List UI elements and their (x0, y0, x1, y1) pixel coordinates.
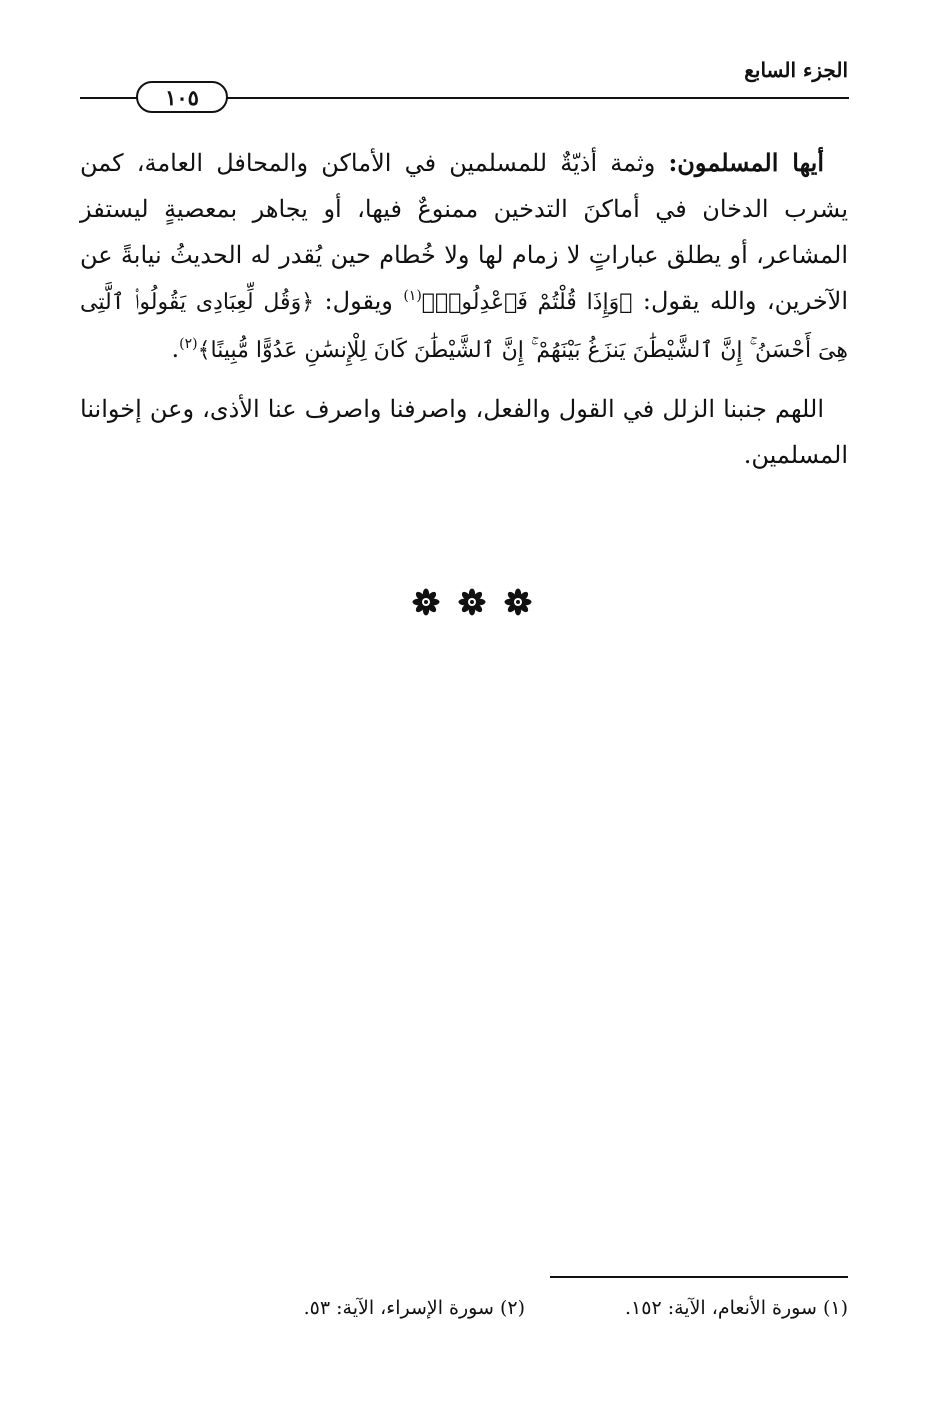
quran-quote-1: ﴿وَإِذَا قُلْتُمْ فَٱعْدِلُوا۟﴾ (421, 290, 633, 315)
paragraph-end: . (171, 335, 180, 363)
paragraph-text: ويقول: (314, 287, 404, 315)
section-separator (0, 588, 944, 616)
flower-ornament-icon (458, 588, 486, 616)
paragraph-lead: أيها المسلمون: (668, 148, 824, 177)
footnote-1: (١) سورة الأنعام، الآية: ١٥٢. (625, 1297, 848, 1319)
footnotes (80, 1293, 848, 1323)
running-header: الجزء السابع (744, 58, 848, 82)
paragraph-text: وثمة أذيّةٌ للمسلمين في الأماكن والمحافل العامة، كمن يشرب الدخان في أماكنَ التدخين ممنوعٌ فيها، أو يجاهر بمعصيةٍ ليستفز المشاعر، أو يطلق عباراتٍ لا زمام لها ولا خُطام حين يُقدر له الحديثُ نيابةً عن الآخرين، والله يقول: (80, 149, 849, 315)
footnote-2: (٢) سورة الإسراء، الآية: ٥٣. (303, 1297, 525, 1319)
quran-quote-2: ﴿وَقُل لِّعِبَادِى يَقُولُوا۟ ٱلَّتِى هِىَ أَحْسَنُ ۚ إِنَّ ٱلشَّيْطَٰنَ يَنزَغُ بَيْنَهُمْ ۚ إِنَّ ٱلشَّيْطَٰنَ كَانَ لِلْإِنسَٰنِ عَدُوًّا مُّبِينًا﴾ (80, 290, 848, 363)
footnote-ref-2: (٢) (179, 336, 198, 352)
paragraph-1 (80, 140, 848, 374)
footnote-ref-1: (١) (403, 288, 422, 304)
flower-ornament-icon (412, 588, 440, 616)
paragraph-2: اللهم جنبنا الزلل في القول والفعل، واصرفنا واصرف عنا الأذى، وعن إخواننا المسلمين. (80, 395, 848, 469)
footnote-rule (550, 1276, 848, 1278)
flower-ornament-icon (504, 588, 532, 616)
body-text (80, 140, 848, 478)
page-number-badge: ١٠٥ (136, 81, 228, 113)
